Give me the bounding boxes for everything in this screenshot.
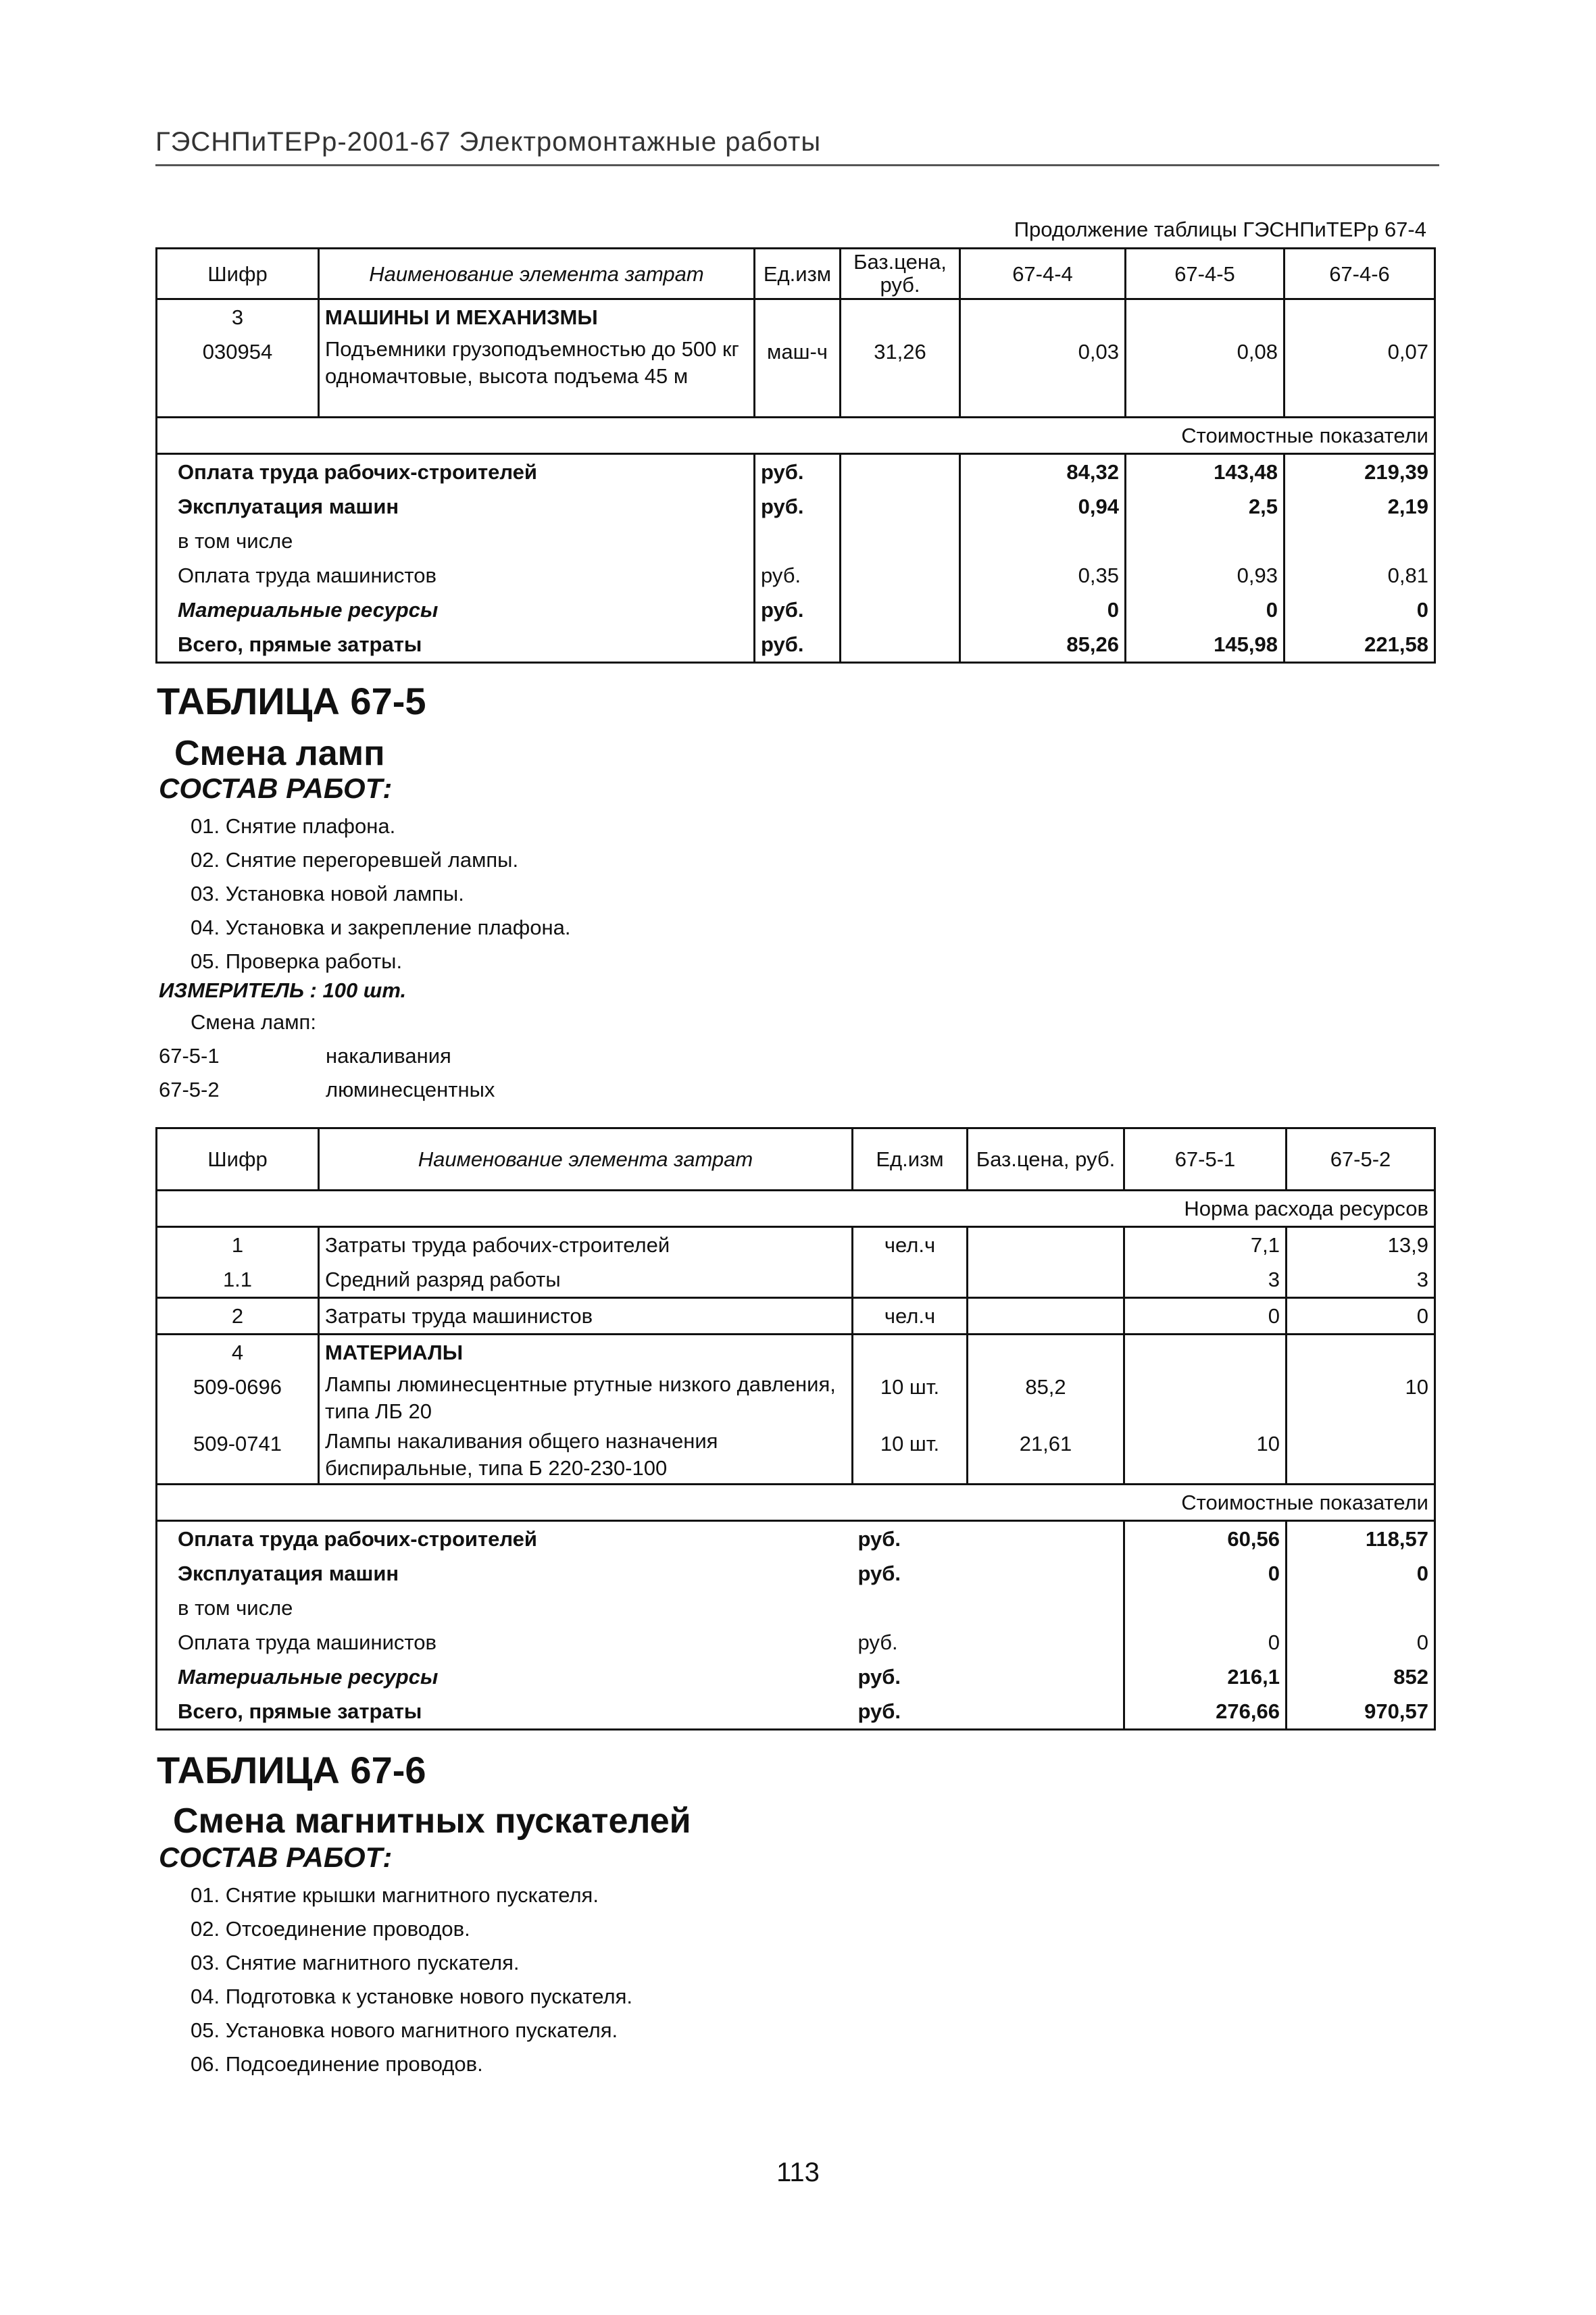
cost-name: Материальные ресурсы bbox=[157, 1660, 853, 1694]
composition-label-67-5: СОСТАВ РАБОТ: bbox=[159, 772, 393, 804]
work-item: 04. Подготовка к установке нового пускателя. bbox=[191, 1985, 632, 2008]
cost-row bbox=[157, 1694, 1435, 1730]
cost-value bbox=[1124, 1591, 1287, 1625]
table-row bbox=[157, 1298, 1435, 1335]
cell-name: МАШИНЫ И МЕХАНИЗМЫ bbox=[319, 299, 755, 335]
cell-value: 0,07 bbox=[1285, 334, 1435, 417]
cell-code: 4 bbox=[157, 1335, 319, 1370]
work-item: 03. Установка новой лампы. bbox=[191, 882, 464, 905]
table-row bbox=[157, 1335, 1435, 1370]
cost-name: в том числе bbox=[157, 524, 755, 558]
cost-unit: руб. bbox=[853, 1521, 968, 1557]
cost-row bbox=[157, 558, 1435, 593]
work-item: 02. Снятие перегоревшей лампы. bbox=[191, 848, 519, 872]
cell-name: Лампы люминесцентные ртутные низкого давления, типа ЛБ 20 bbox=[319, 1370, 853, 1426]
cost-value: 60,56 bbox=[1124, 1521, 1287, 1557]
cell-name: МАТЕРИАЛЫ bbox=[319, 1335, 853, 1370]
cost-value: 0 bbox=[1287, 1625, 1435, 1660]
col-header-67-5-2: 67-5-2 bbox=[1287, 1128, 1435, 1191]
norm-header: Норма расхода ресурсов bbox=[157, 1191, 1435, 1227]
cost-name: Оплата труда машинистов bbox=[157, 558, 755, 593]
cost-value: 276,66 bbox=[1124, 1694, 1287, 1730]
work-item: 01. Снятие крышки магнитного пускателя. bbox=[191, 1883, 599, 1907]
cell-value bbox=[1126, 299, 1285, 335]
cost-unit bbox=[755, 524, 841, 558]
col-header-67-4-5: 67-4-5 bbox=[1126, 249, 1285, 299]
cost-price bbox=[841, 627, 960, 663]
cost-price bbox=[841, 593, 960, 627]
cell-value bbox=[1287, 1426, 1435, 1485]
cost-name: Оплата труда рабочих-строителей bbox=[157, 453, 755, 489]
cell-price: 21,61 bbox=[968, 1426, 1124, 1485]
cost-unit: руб. bbox=[755, 627, 841, 663]
norm-header-row bbox=[157, 1191, 1435, 1227]
cell-price bbox=[968, 1335, 1124, 1370]
cell-code: 2 bbox=[157, 1298, 319, 1335]
cost-value: 0,81 bbox=[1285, 558, 1435, 593]
header-rule bbox=[155, 164, 1439, 166]
work-item: 01. Снятие плафона. bbox=[191, 814, 396, 838]
variant-name: накаливания bbox=[326, 1044, 451, 1068]
meter-label: ИЗМЕРИТЕЛЬ : 100 шт. bbox=[159, 978, 407, 1002]
cost-name: в том числе bbox=[157, 1591, 853, 1625]
cost-price bbox=[968, 1521, 1124, 1557]
cost-value: 0,93 bbox=[1126, 558, 1285, 593]
cell-unit bbox=[755, 299, 841, 335]
cost-unit: руб. bbox=[755, 593, 841, 627]
cost-price bbox=[841, 453, 960, 489]
cost-name: Эксплуатация машин bbox=[157, 1556, 853, 1591]
cell-unit bbox=[853, 1335, 968, 1370]
cost-unit: руб. bbox=[857, 1631, 898, 1654]
cost-header-row bbox=[157, 417, 1435, 453]
col-header-67-4-4: 67-4-4 bbox=[960, 249, 1126, 299]
table-row bbox=[157, 334, 1435, 417]
table-row bbox=[157, 299, 1435, 335]
cost-value: 0 bbox=[1124, 1625, 1287, 1660]
cost-value: 143,48 bbox=[1126, 453, 1285, 489]
section-subtitle-67-6: Смена магнитных пускателей bbox=[173, 1801, 691, 1841]
cell-price bbox=[968, 1227, 1124, 1263]
cell-value: 7,1 bbox=[1124, 1227, 1287, 1263]
table-header-row bbox=[157, 1128, 1435, 1191]
col-header-code: Шифр bbox=[157, 249, 319, 299]
cell-value bbox=[960, 299, 1126, 335]
cell-name: Лампы накаливания общего назначения биспиральные, типа Б 220-230-100 bbox=[319, 1426, 853, 1485]
cost-unit: руб. bbox=[755, 489, 841, 524]
cost-header: Стоимостные показатели bbox=[157, 1485, 1435, 1521]
cost-unit bbox=[853, 1591, 968, 1625]
cost-unit: руб. bbox=[755, 453, 841, 489]
cost-name: Оплата труда машинистов bbox=[157, 1625, 853, 1660]
table-row bbox=[157, 1426, 1435, 1485]
col-header-67-4-6: 67-4-6 bbox=[1285, 249, 1435, 299]
works-list-67-5 bbox=[191, 810, 571, 978]
cost-price bbox=[968, 1694, 1124, 1730]
cost-value bbox=[960, 524, 1126, 558]
cost-value: 85,26 bbox=[960, 627, 1126, 663]
cost-unit: руб. bbox=[853, 1694, 968, 1730]
work-item: 05. Проверка работы. bbox=[191, 949, 403, 973]
cell-value: 3 bbox=[1124, 1262, 1287, 1298]
cost-name: Всего, прямые затраты bbox=[157, 627, 755, 663]
cost-name: Всего, прямые затраты bbox=[157, 1694, 853, 1730]
cost-value: 84,32 bbox=[960, 453, 1126, 489]
cost-value: 2,5 bbox=[1126, 489, 1285, 524]
cost-row bbox=[157, 1521, 1435, 1557]
cost-row bbox=[157, 1591, 1435, 1625]
cost-header: Стоимостные показатели bbox=[157, 417, 1435, 453]
cost-header-row bbox=[157, 1485, 1435, 1521]
cell-name: Подъемники грузоподъемностью до 500 кг одномачтовые, высота подъема 45 м bbox=[319, 334, 755, 417]
cost-price bbox=[841, 558, 960, 593]
works-list-67-6 bbox=[191, 1878, 632, 2081]
section-title-67-5: ТАБЛИЦА 67-5 bbox=[157, 680, 426, 722]
cell-value: 0 bbox=[1287, 1298, 1435, 1335]
cell-value: 13,9 bbox=[1287, 1227, 1435, 1263]
running-header: ГЭСНПиТЕРр-2001-67 Электромонтажные работы bbox=[155, 127, 822, 157]
col-header-67-5-1: 67-5-1 bbox=[1124, 1128, 1287, 1191]
cost-value: 970,57 bbox=[1287, 1694, 1435, 1730]
work-item: 04. Установка и закрепление плафона. bbox=[191, 916, 571, 939]
cost-value: 221,58 bbox=[1285, 627, 1435, 663]
cell-code: 1 bbox=[157, 1227, 319, 1263]
cost-value: 145,98 bbox=[1126, 627, 1285, 663]
cell-price: 85,2 bbox=[968, 1370, 1124, 1426]
cost-price bbox=[968, 1660, 1124, 1694]
cell-unit: 10 шт. bbox=[853, 1370, 968, 1426]
col-header-unit: Ед.изм bbox=[853, 1128, 968, 1191]
cell-unit: 10 шт. bbox=[853, 1426, 968, 1485]
work-item: 05. Установка нового магнитного пускателя. bbox=[191, 2018, 618, 2042]
cost-value bbox=[1285, 524, 1435, 558]
cost-value bbox=[1287, 1591, 1435, 1625]
cost-row bbox=[157, 489, 1435, 524]
cell-value: 0 bbox=[1124, 1298, 1287, 1335]
cell-price: 31,26 bbox=[841, 334, 960, 417]
cost-value: 0 bbox=[1126, 593, 1285, 627]
cost-unit: руб. bbox=[755, 558, 841, 593]
work-item: 06. Подсоединение проводов. bbox=[191, 2052, 483, 2076]
cell-name: Затраты труда рабочих-строителей bbox=[319, 1227, 853, 1263]
cost-price bbox=[841, 524, 960, 558]
cell-price bbox=[968, 1262, 1124, 1298]
table-row bbox=[157, 1370, 1435, 1426]
cost-row bbox=[157, 593, 1435, 627]
cost-value: 219,39 bbox=[1285, 453, 1435, 489]
cost-unit: руб. bbox=[857, 1562, 901, 1585]
variant-name: люминесцентных bbox=[326, 1078, 495, 1101]
variant-code: 67-5-2 bbox=[159, 1078, 220, 1101]
cell-unit: чел.ч bbox=[853, 1298, 968, 1335]
table-row bbox=[157, 1227, 1435, 1263]
continuation-note: Продолжение таблицы ГЭСНПиТЕРр 67-4 bbox=[1014, 218, 1426, 241]
cost-row bbox=[157, 1625, 1435, 1660]
work-item: 03. Снятие магнитного пускателя. bbox=[191, 1951, 520, 1974]
col-header-name: Наименование элемента затрат bbox=[319, 249, 755, 299]
section-subtitle-67-5: Смена ламп bbox=[174, 734, 385, 773]
col-header-price: Баз.цена, руб. bbox=[968, 1128, 1124, 1191]
cost-value: 0 bbox=[1287, 1556, 1435, 1591]
table-67-4-continuation bbox=[155, 247, 1436, 664]
cost-value: 2,19 bbox=[1285, 489, 1435, 524]
cost-value: 118,57 bbox=[1287, 1521, 1435, 1557]
col-header-unit: Ед.изм bbox=[755, 249, 841, 299]
cell-value bbox=[1287, 1335, 1435, 1370]
variants-label: Смена ламп: bbox=[191, 1010, 316, 1034]
col-header-name: Наименование элемента затрат bbox=[319, 1128, 853, 1191]
cell-price bbox=[841, 299, 960, 335]
table-header-row bbox=[157, 249, 1435, 299]
col-header-code: Шифр bbox=[157, 1128, 319, 1191]
cost-row bbox=[157, 627, 1435, 663]
cell-unit bbox=[853, 1262, 968, 1298]
table-67-5 bbox=[155, 1127, 1436, 1731]
cost-price bbox=[968, 1591, 1124, 1625]
cell-price bbox=[968, 1298, 1124, 1335]
cell-value: 10 bbox=[1287, 1370, 1435, 1426]
composition-label-67-6: СОСТАВ РАБОТ: bbox=[159, 1841, 393, 1873]
cell-value bbox=[1124, 1370, 1287, 1426]
cell-value bbox=[1285, 299, 1435, 335]
cost-value: 0,35 bbox=[960, 558, 1126, 593]
cell-value: 0,08 bbox=[1126, 334, 1285, 417]
work-item: 02. Отсоединение проводов. bbox=[191, 1917, 470, 1941]
section-title-67-6: ТАБЛИЦА 67-6 bbox=[157, 1749, 426, 1791]
cell-code: 509-0741 bbox=[157, 1426, 319, 1485]
cost-row bbox=[157, 1660, 1435, 1694]
cost-row bbox=[157, 453, 1435, 489]
cell-value: 10 bbox=[1124, 1426, 1287, 1485]
cost-value: 0 bbox=[1124, 1556, 1287, 1591]
cell-code: 509-0696 bbox=[157, 1370, 319, 1426]
cell-name: Затраты труда машинистов bbox=[319, 1298, 853, 1335]
cost-value: 0 bbox=[960, 593, 1126, 627]
cost-value bbox=[1126, 524, 1285, 558]
variant-code: 67-5-1 bbox=[159, 1044, 220, 1068]
table-row bbox=[157, 1262, 1435, 1298]
cost-value: 216,1 bbox=[1124, 1660, 1287, 1694]
cell-name: Средний разряд работы bbox=[319, 1262, 853, 1298]
cell-code: 3 bbox=[157, 299, 319, 335]
cost-name: Эксплуатация машин bbox=[157, 489, 755, 524]
cost-row bbox=[157, 524, 1435, 558]
cell-code: 1.1 bbox=[157, 1262, 319, 1298]
cost-unit: руб. bbox=[857, 1665, 901, 1689]
cost-value: 0,94 bbox=[960, 489, 1126, 524]
cost-row bbox=[157, 1556, 1435, 1591]
page-number: 113 bbox=[776, 2158, 820, 2187]
cell-value: 0,03 bbox=[960, 334, 1126, 417]
cost-name: Оплата труда рабочих-строителей bbox=[157, 1521, 853, 1557]
cost-price bbox=[968, 1625, 1124, 1660]
cell-value bbox=[1124, 1335, 1287, 1370]
cell-code: 030954 bbox=[157, 334, 319, 417]
col-header-price: Баз.цена, руб. bbox=[841, 249, 960, 299]
cell-unit: чел.ч bbox=[853, 1227, 968, 1263]
cost-price bbox=[968, 1556, 1124, 1591]
cost-value: 0 bbox=[1285, 593, 1435, 627]
cost-price bbox=[841, 489, 960, 524]
cost-name: Материальные ресурсы bbox=[157, 593, 755, 627]
cell-unit: маш-ч bbox=[755, 334, 841, 417]
cell-value: 3 bbox=[1287, 1262, 1435, 1298]
cost-value: 852 bbox=[1287, 1660, 1435, 1694]
